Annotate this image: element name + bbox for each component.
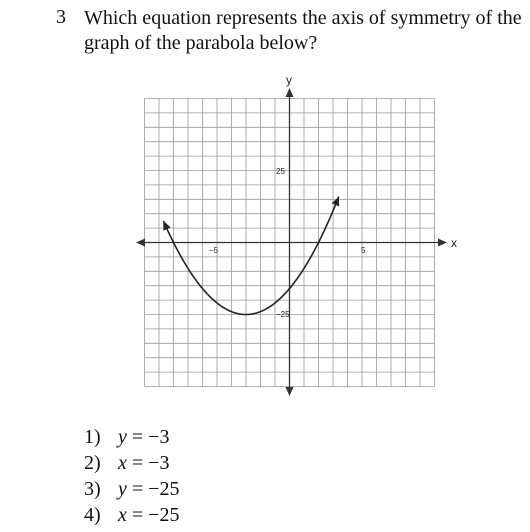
choice-2[interactable]: 2) x = −3 xyxy=(84,452,170,474)
x-tick-label-5: 5 xyxy=(361,246,366,255)
answer-choices xyxy=(84,424,179,528)
y-axis-label: y xyxy=(286,73,292,87)
x-axis-label: x xyxy=(451,236,457,250)
choice-4[interactable]: 4) x = −25 xyxy=(84,504,180,526)
x-tick-label-neg5: −5 xyxy=(209,246,219,255)
x-axis-left-arrow xyxy=(136,239,145,247)
y-axis-down-arrow xyxy=(286,387,294,396)
y-tick-label-25: 25 xyxy=(276,167,285,176)
y-axis-up-arrow xyxy=(286,88,294,97)
x-axis-right-arrow xyxy=(438,239,447,247)
question-text: Which equation represents the axis of symmetry of the graph of the parabola below? xyxy=(84,7,522,54)
question-number: 3 xyxy=(56,6,66,28)
y-tick-label-neg25: −25 xyxy=(276,310,290,319)
choice-3[interactable]: 3) y = −25 xyxy=(84,478,180,500)
choice-1[interactable]: 1) y = −3 xyxy=(84,426,170,448)
parabola-curve xyxy=(163,197,338,315)
